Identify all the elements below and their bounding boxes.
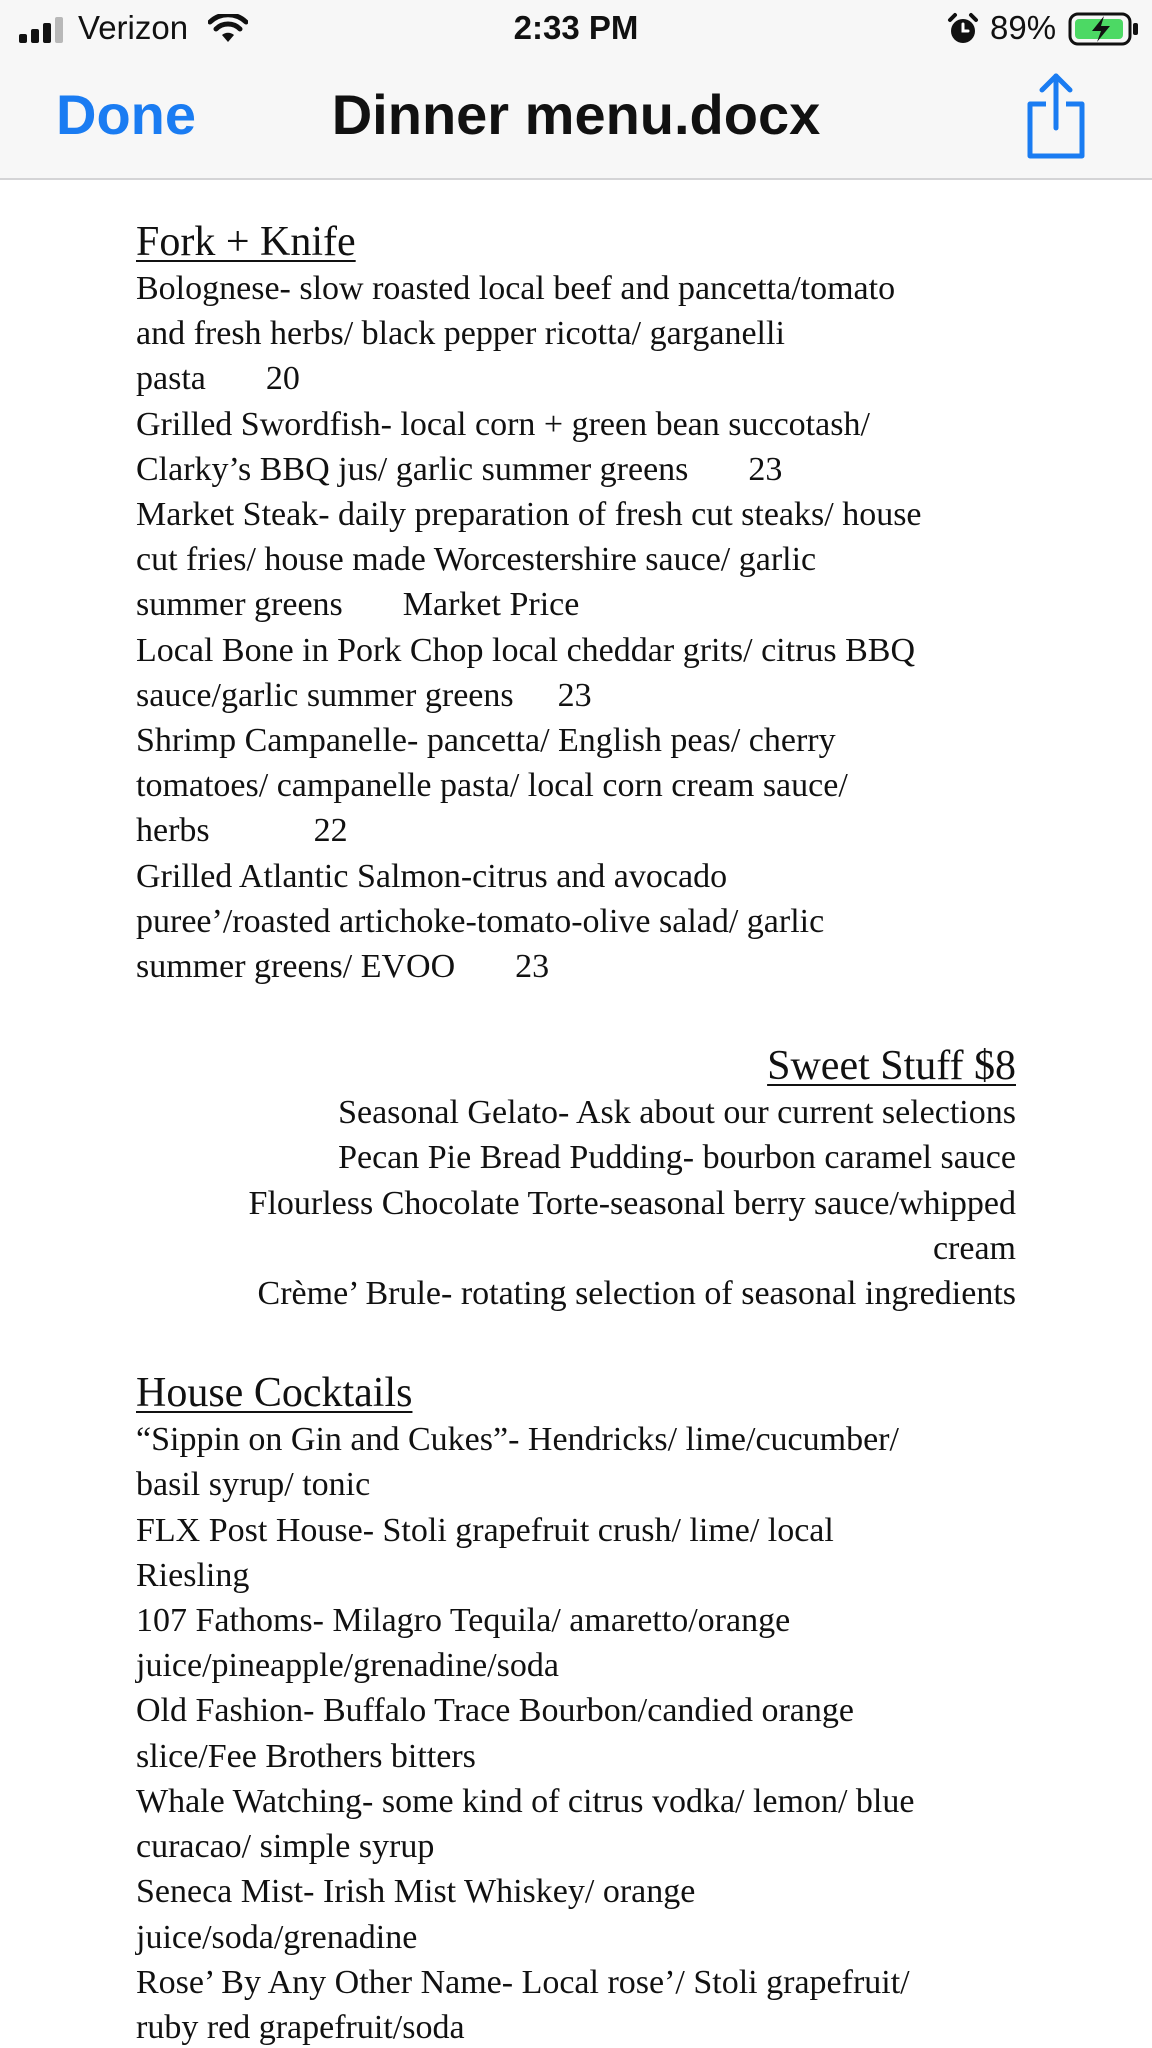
menu-item-line: cut fries/ house made Worcestershire sauce/ garlic [136, 541, 817, 579]
dessert-line: Crème’ Brule- rotating selection of seasonal ingredients [257, 1275, 1016, 1313]
menu-item-line: herbs [136, 812, 210, 850]
menu-item-line: Market Steak- daily preparation of fresh cut steaks/ house [136, 496, 922, 534]
cocktail-item [136, 1869, 1016, 1959]
menu-item-shrimp-campanelle [136, 718, 1016, 854]
cocktail-line: FLX Post House- Stoli grapefruit crush/ lime/ local [136, 1511, 834, 1549]
cocktail-item [136, 1598, 1016, 1688]
menu-item-line: pasta [136, 360, 206, 398]
cocktail-line: Old Fashion- Buffalo Trace Bourbon/candied orange [136, 1692, 854, 1730]
cocktail-item [136, 1779, 1016, 1869]
dessert-line: Pecan Pie Bread Pudding- bourbon caramel sauce [338, 1139, 1016, 1177]
menu-item-line: puree’/roasted artichoke-tomato-olive salad/ garlic [136, 902, 825, 940]
menu-item-pork-chop [136, 628, 1016, 718]
cocktail-line: Riesling [136, 1556, 250, 1594]
cocktail-line: juice/pineapple/grenadine/soda [136, 1647, 559, 1685]
menu-item-line: Bolognese- slow roasted local beef and pancetta/tomato [136, 270, 896, 307]
status-bar [0, 0, 1152, 58]
share-icon[interactable] [1020, 70, 1092, 162]
status-time: 2:33 PM [513, 9, 639, 46]
document-body [136, 218, 1016, 2048]
menu-item-line: Grilled Swordfish- local corn + green bean succotash/ [136, 405, 870, 443]
done-button[interactable]: Done [56, 83, 196, 146]
dessert-line: cream [932, 1229, 1016, 1267]
menu-item-line: summer greens [136, 586, 343, 624]
dessert-section [136, 1042, 1016, 1316]
section-heading-fork-knife: Fork + Knife [136, 219, 356, 265]
menu-item-price: 23 [557, 676, 592, 714]
battery-percentage: 89% [990, 9, 1057, 46]
cocktail-line: 107 Fathoms- Milagro Tequila/ amaretto/orange [136, 1602, 791, 1640]
cocktail-item [136, 1417, 1016, 1507]
menu-item-market-steak [136, 492, 1016, 628]
cocktail-line: basil syrup/ tonic [136, 1466, 371, 1504]
section-spacer [136, 1316, 1016, 1369]
menu-item-line: Grilled Atlantic Salmon-citrus and avocado [136, 857, 728, 895]
cocktail-line: ruby red grapefruit/soda [136, 2008, 465, 2046]
menu-item-line: sauce/garlic summer greens [136, 676, 514, 714]
menu-item-price: 22 [313, 812, 348, 850]
menu-item-price: Market Price [402, 586, 580, 624]
cocktail-line: slice/Fee Brothers bitters [136, 1737, 476, 1775]
navigation-bar [0, 58, 1152, 180]
menu-item-swordfish [136, 402, 1016, 492]
section-heading-house-cocktails: House Cocktails [136, 1370, 413, 1417]
document-title: Dinner menu.docx [331, 83, 821, 146]
cocktail-line: juice/soda/grenadine [136, 1918, 418, 1956]
carrier-name: Verizon [78, 9, 189, 46]
dessert-line: Seasonal Gelato- Ask about our current selections [338, 1094, 1016, 1132]
cocktail-line: “Sippin on Gin and Cukes”- Hendricks/ lime/cucumber/ [136, 1421, 899, 1459]
cocktail-item [136, 1960, 1016, 2048]
cocktail-line: Seneca Mist- Irish Mist Whiskey/ orange [136, 1873, 696, 1911]
battery-charging-icon [1068, 12, 1140, 46]
cocktail-item [136, 1688, 1016, 1778]
alarm-icon [946, 12, 980, 46]
section-heading-sweet-stuff: Sweet Stuff $8 [767, 1043, 1016, 1090]
cocktail-line: Rose’ By Any Other Name- Local rose’/ Stoli grapefruit/ [136, 1963, 910, 2001]
menu-item-line: Clarky’s BBQ jus/ garlic summer greens [136, 450, 689, 488]
menu-item-line: tomatoes/ campanelle pasta/ local corn cream sauce/ [136, 767, 848, 805]
dessert-line: Flourless Chocolate Torte-seasonal berry sauce/whipped [248, 1184, 1016, 1222]
menu-item-price: 23 [748, 450, 783, 488]
menu-item-price: 20 [265, 360, 300, 398]
cocktail-line: Whale Watching- some kind of citrus vodka/ lemon/ blue [136, 1782, 915, 1820]
menu-item-line: Local Bone in Pork Chop local cheddar grits/ citrus BBQ [136, 631, 916, 669]
section-spacer [136, 989, 1016, 1042]
cocktail-item [136, 1508, 1016, 1598]
menu-item-atlantic-salmon [136, 854, 1016, 990]
menu-item-line: summer greens/ EVOO [136, 948, 456, 986]
cocktail-line: curacao/ simple syrup [136, 1828, 435, 1866]
menu-item-line: Shrimp Campanelle- pancetta/ English peas/ cherry [136, 722, 836, 760]
menu-item-line: and fresh herbs/ black pepper ricotta/ garganelli [136, 315, 785, 353]
menu-item-price: 23 [515, 948, 550, 986]
menu-item-bolognese [136, 266, 1016, 402]
